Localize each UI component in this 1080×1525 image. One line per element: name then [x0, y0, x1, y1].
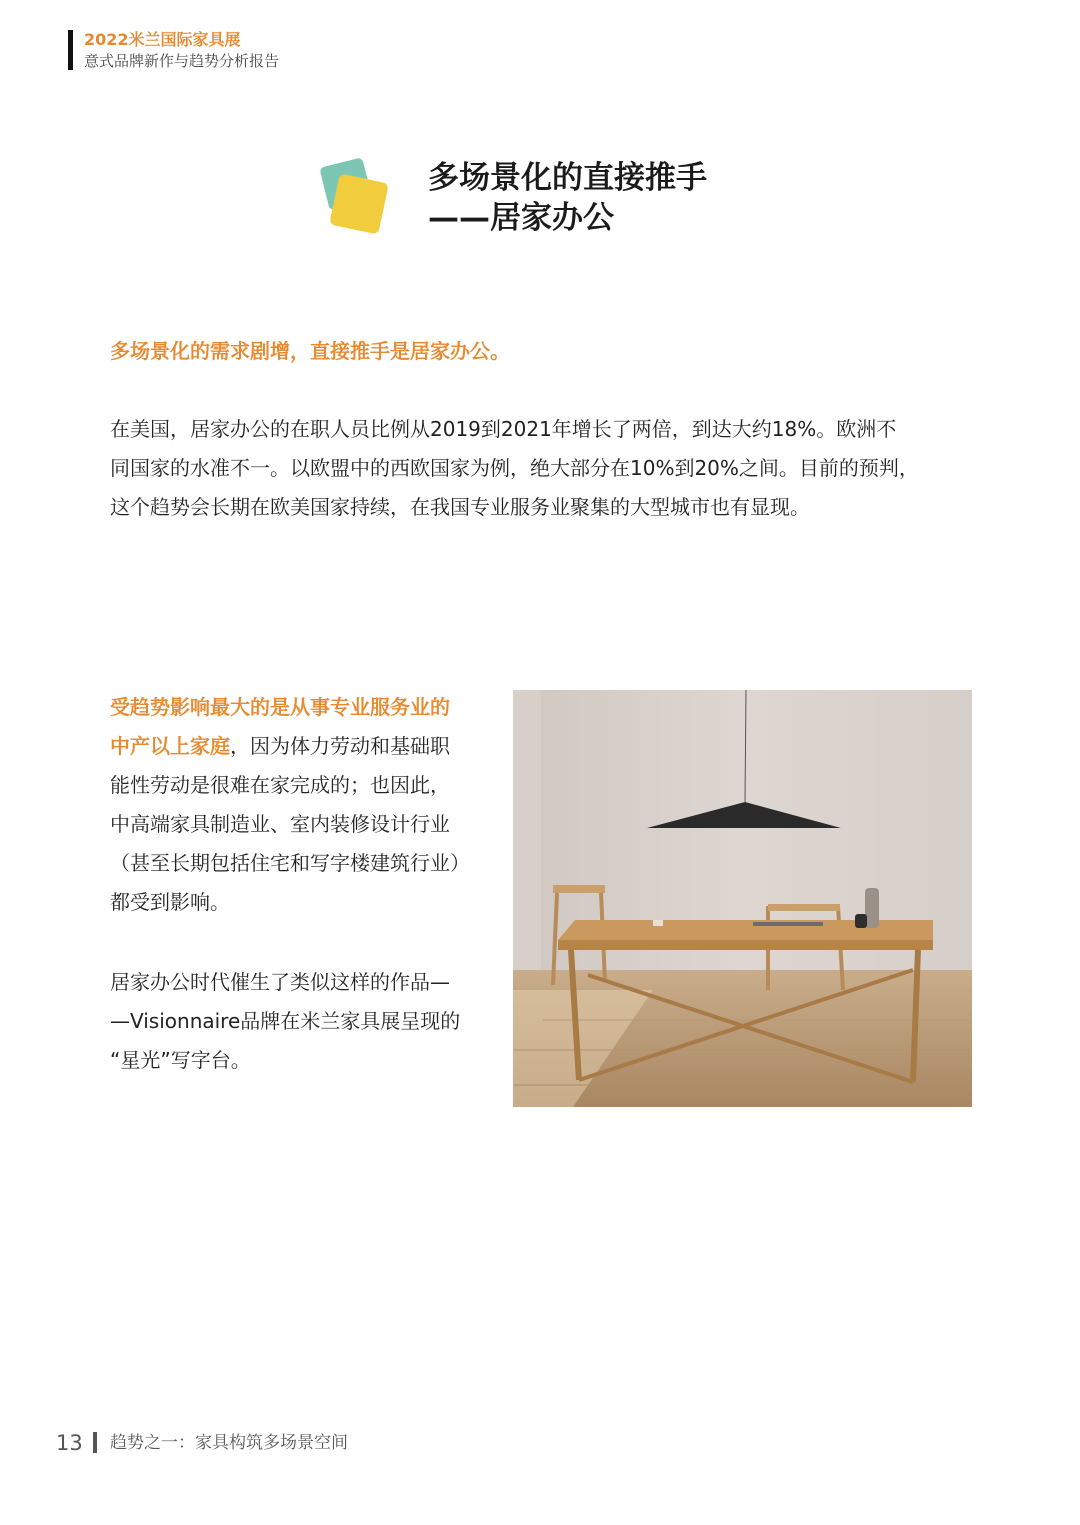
- header-accent-bar: [68, 30, 73, 70]
- paragraph-line: 这个趋势会长期在欧美国家持续，在我国专业服务业聚集的大型城市也有显现。: [110, 495, 810, 519]
- section-heading-line1: 多场景化的直接推手: [428, 160, 707, 196]
- lead-statement: 多场景化的需求剧增，直接推手是居家办公。: [110, 339, 510, 363]
- paragraph-line: 同国家的水准不一。以欧盟中的西欧国家为例，绝大部分在10%到20%之间。目前的预判，: [110, 456, 919, 480]
- paragraph-line: （甚至长期包括住宅和写字楼建筑行业）: [110, 851, 470, 875]
- paragraph-text: ，因为体力劳动和基础职: [230, 734, 450, 758]
- paragraph-line: [110, 727, 500, 766]
- report-subtitle: 意式品牌新作与趋势分析报告: [84, 52, 280, 70]
- paragraph-statistics: [110, 410, 980, 527]
- paragraph-line: —Visionnaire品牌在米兰家具展呈现的: [110, 1009, 461, 1033]
- report-title: 2022米兰国际家具展: [84, 30, 241, 49]
- footer-section-label: 趋势之一：家具构筑多场景空间: [110, 1433, 348, 1453]
- paragraph-line: 中高端家具制造业、室内装修设计行业: [110, 812, 450, 836]
- paragraph-line: 在美国，居家办公的在职人员比例从2019到2021年增长了两倍，到达大约18%。欧洲不: [110, 417, 897, 441]
- section-heading: [428, 158, 707, 238]
- stacked-cards-icon: [318, 156, 390, 238]
- section-heading-line2: ——居家办公: [428, 200, 614, 236]
- highlight-text: 中产以上家庭: [110, 734, 230, 758]
- paragraph-line: “星光”写字台。: [110, 1048, 251, 1072]
- desk-photo: [513, 690, 972, 1107]
- paragraph-impact: [110, 688, 500, 1080]
- highlight-text: 受趋势影响最大的是从事专业服务业的: [110, 695, 450, 719]
- page-number: 13: [56, 1431, 83, 1455]
- paragraph-line: 能性劳动是很难在家完成的；也因此，: [110, 773, 450, 797]
- paragraph-line: 都受到影响。: [110, 890, 230, 914]
- footer-divider: [93, 1432, 97, 1453]
- paragraph-line: 居家办公时代催生了类似这样的作品—: [110, 970, 450, 994]
